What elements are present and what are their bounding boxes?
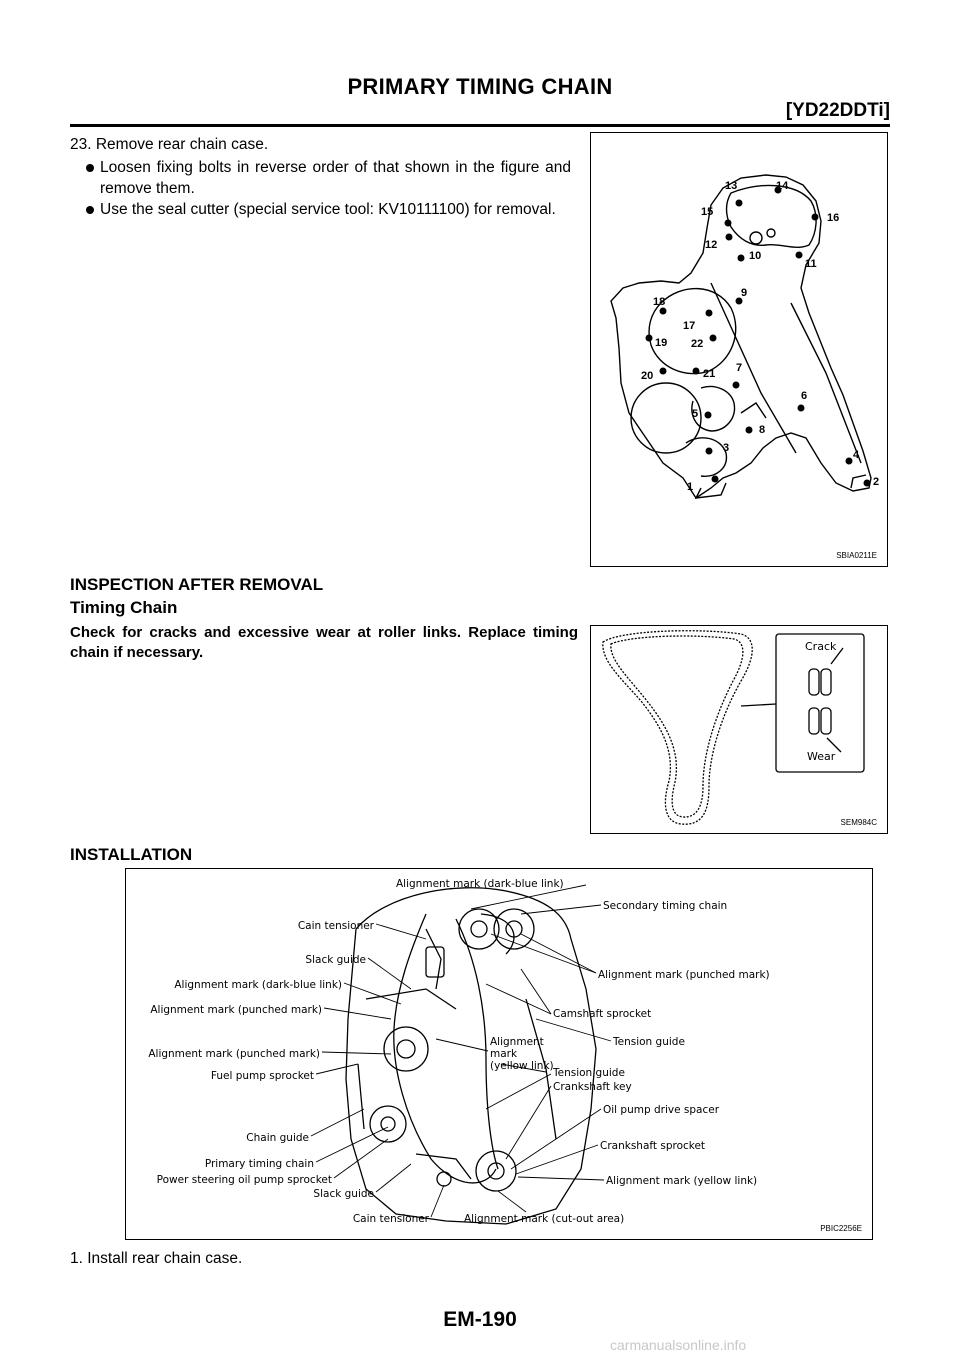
label-alignment-yellow-link: Alignment mark (yellow link) <box>606 1175 758 1187</box>
figure-timing-chain-inspection <box>590 625 888 834</box>
label-slack-guide-upper: Slack guide <box>305 954 366 966</box>
label-alignment-dark-blue-top: Alignment mark (dark-blue link) <box>396 878 564 890</box>
bolt-number: 10 <box>749 250 762 262</box>
installation-drawing <box>126 869 872 1239</box>
engine-model: [YD22DDTi] <box>785 100 890 121</box>
figure-installation <box>125 868 873 1240</box>
bolt-number: 11 <box>805 258 817 270</box>
label-slack-guide-lower: Slack guide <box>313 1188 374 1200</box>
header-rule <box>70 124 890 127</box>
step-23: 23. Remove rear chain case. <box>70 136 269 153</box>
inspection-note: Check for cracks and excessive wear at roller links. Replace timing chain if necessary. <box>70 624 578 661</box>
label-alignment-yellow-center-1: Alignment <box>490 1036 544 1048</box>
label-chain-guide: Chain guide <box>246 1132 309 1144</box>
label-crankshaft-sprocket: Crankshaft sprocket <box>600 1140 706 1152</box>
bolt-number: 4 <box>853 449 860 461</box>
label-fuel-pump-sprocket: Fuel pump sprocket <box>210 1070 314 1082</box>
label-crankshaft-key: Crankshaft key <box>553 1081 632 1093</box>
label-chain-tensioner-lower: Cain tensioner <box>352 1213 429 1225</box>
label-primary-timing-chain: Primary timing chain <box>204 1158 314 1170</box>
bullet-dot <box>86 206 94 214</box>
figure-code: SBIA0211E <box>836 551 877 560</box>
label-power-steering-sprocket: Power steering oil pump sprocket <box>156 1174 332 1186</box>
figure-code: SEM984C <box>840 818 877 827</box>
watermark: carmanualsonline.info <box>610 1337 747 1353</box>
crack-label: Crack <box>805 640 837 653</box>
label-alignment-punched-left-1: Alignment mark (punched mark) <box>150 1004 322 1016</box>
bolt-number: 14 <box>776 180 789 192</box>
heading-installation: INSTALLATION <box>70 845 193 864</box>
chain-case-drawing <box>591 133 887 566</box>
figure-code: PBIC2256E <box>820 1224 862 1233</box>
label-tension-guide-1: Tension guide <box>613 1036 685 1048</box>
bolt-number: 5 <box>692 408 699 420</box>
bolt-number: 16 <box>827 212 840 224</box>
label-alignment-dark-blue-left: Alignment mark (dark-blue link) <box>174 979 342 991</box>
bolt-number: 13 <box>725 180 738 192</box>
label-oil-pump-drive-spacer: Oil pump drive spacer <box>603 1104 720 1116</box>
page-number: EM-190 <box>443 1308 517 1331</box>
bolt-number: 8 <box>759 424 766 436</box>
bolt-number: 20 <box>641 370 654 382</box>
timing-chain-drawing <box>591 626 887 833</box>
bolt-number: 22 <box>691 338 704 350</box>
wear-label: Wear <box>807 750 836 763</box>
bullet-dot <box>86 164 94 172</box>
subheading-timing-chain: Timing Chain <box>70 598 178 617</box>
label-tension-guide-2: Tension guide <box>553 1067 625 1079</box>
bolt-number: 6 <box>801 390 808 402</box>
label-chain-tensioner-upper: Cain tensioner <box>297 920 374 932</box>
bolt-number: 19 <box>655 337 668 349</box>
heading-inspection: INSPECTION AFTER REMOVAL <box>70 575 324 594</box>
bolt-number: 2 <box>873 476 880 488</box>
bullet-seal-cutter: Use the seal cutter (special service tool: KV10111100) for removal. <box>86 199 571 220</box>
bullet-loosen-bolts: Loosen fixing bolts in reverse order of that shown in the figure and remove them. <box>86 157 571 199</box>
label-alignment-yellow-center-2: mark <box>490 1048 518 1060</box>
figure-chain-case-bolts <box>590 132 888 567</box>
bolt-number: 15 <box>701 206 714 218</box>
bolt-number: 1 <box>687 481 694 493</box>
page-title: PRIMARY TIMING CHAIN <box>347 74 613 99</box>
label-alignment-cut-out: Alignment mark (cut-out area) <box>464 1213 625 1225</box>
bolt-number: 7 <box>736 362 743 374</box>
bolt-number: 18 <box>653 296 666 308</box>
label-alignment-punched-right: Alignment mark (punched mark) <box>598 969 770 981</box>
bolt-number: 12 <box>705 239 718 251</box>
bolt-number: 17 <box>683 320 696 332</box>
label-camshaft-sprocket: Camshaft sprocket <box>553 1008 652 1020</box>
bolt-number: 21 <box>703 368 716 380</box>
bolt-number: 9 <box>741 287 748 299</box>
label-alignment-punched-left-2: Alignment mark (punched mark) <box>148 1048 320 1060</box>
label-secondary-timing-chain: Secondary timing chain <box>603 900 728 912</box>
bolt-number: 3 <box>723 442 730 454</box>
step-1-install: 1. Install rear chain case. <box>70 1250 243 1267</box>
label-alignment-yellow-center-3: (yellow link) <box>490 1060 554 1072</box>
